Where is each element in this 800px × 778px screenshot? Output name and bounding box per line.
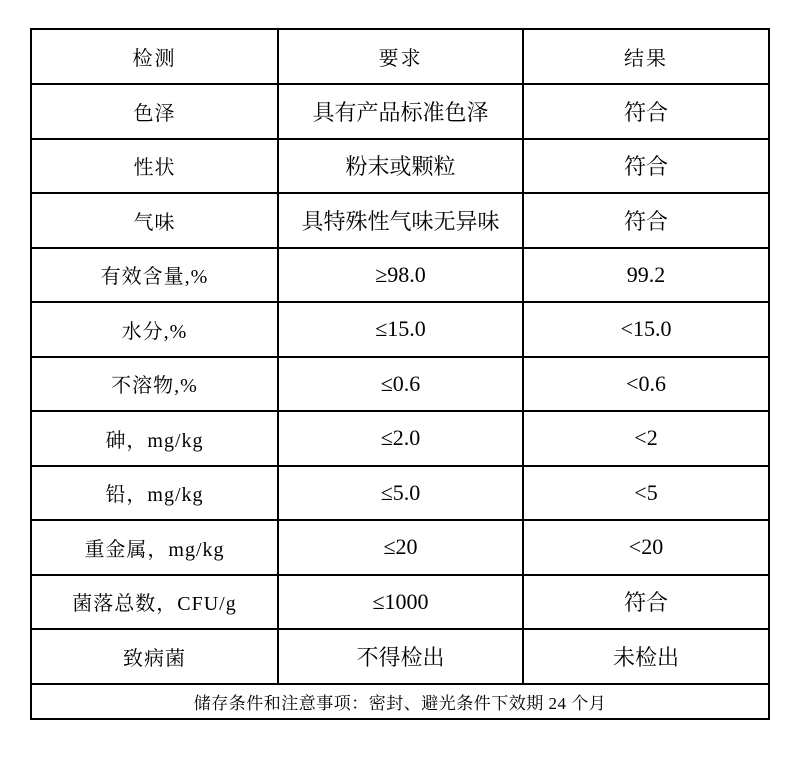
cell-requirement: 具有产品标准色泽	[278, 84, 523, 139]
table-row	[31, 575, 769, 630]
cell-requirement: 粉末或颗粒	[278, 139, 523, 194]
table-row	[31, 466, 769, 521]
cell-result: 符合	[523, 139, 769, 194]
cell-result: <20	[523, 520, 769, 575]
cell-test: 色泽	[31, 84, 278, 139]
table-row	[31, 193, 769, 248]
cell-requirement: ≤0.6	[278, 357, 523, 412]
cell-result: 符合	[523, 84, 769, 139]
cell-test: 气味	[31, 193, 278, 248]
cell-result: <0.6	[523, 357, 769, 412]
cell-requirement: 不得检出	[278, 629, 523, 684]
cell-requirement: ≤2.0	[278, 411, 523, 466]
footer-row	[31, 684, 769, 719]
cell-test: 铅，mg/kg	[31, 466, 278, 521]
table-row	[31, 629, 769, 684]
table-body	[31, 84, 769, 684]
cell-test: 致病菌	[31, 629, 278, 684]
table-footer	[31, 684, 769, 719]
inspection-table	[30, 28, 770, 720]
cell-result: 未检出	[523, 629, 769, 684]
cell-test: 菌落总数，CFU/g	[31, 575, 278, 630]
table-row	[31, 84, 769, 139]
table-row	[31, 357, 769, 412]
cell-result: 99.2	[523, 248, 769, 303]
table-row	[31, 248, 769, 303]
cell-result: 符合	[523, 575, 769, 630]
cell-result: 符合	[523, 193, 769, 248]
table-header	[31, 29, 769, 84]
cell-result: <2	[523, 411, 769, 466]
header-cell-result: 结果	[523, 29, 769, 84]
cell-requirement: 具特殊性气味无异味	[278, 193, 523, 248]
cell-requirement: ≥98.0	[278, 248, 523, 303]
cell-requirement: ≤20	[278, 520, 523, 575]
cell-result: <5	[523, 466, 769, 521]
cell-requirement: ≤1000	[278, 575, 523, 630]
table-row	[31, 411, 769, 466]
cell-test: 不溶物,%	[31, 357, 278, 412]
header-row	[31, 29, 769, 84]
cell-test: 有效含量,%	[31, 248, 278, 303]
table-row	[31, 520, 769, 575]
cell-test: 重金属，mg/kg	[31, 520, 278, 575]
storage-note: 储存条件和注意事项：密封、避光条件下效期 24 个月	[31, 684, 769, 719]
cell-test: 水分,%	[31, 302, 278, 357]
table-row	[31, 302, 769, 357]
header-cell-requirement: 要求	[278, 29, 523, 84]
cell-result: <15.0	[523, 302, 769, 357]
header-cell-test: 检测	[31, 29, 278, 84]
cell-requirement: ≤5.0	[278, 466, 523, 521]
cell-test: 砷，mg/kg	[31, 411, 278, 466]
cell-requirement: ≤15.0	[278, 302, 523, 357]
cell-test: 性状	[31, 139, 278, 194]
table-row	[31, 139, 769, 194]
